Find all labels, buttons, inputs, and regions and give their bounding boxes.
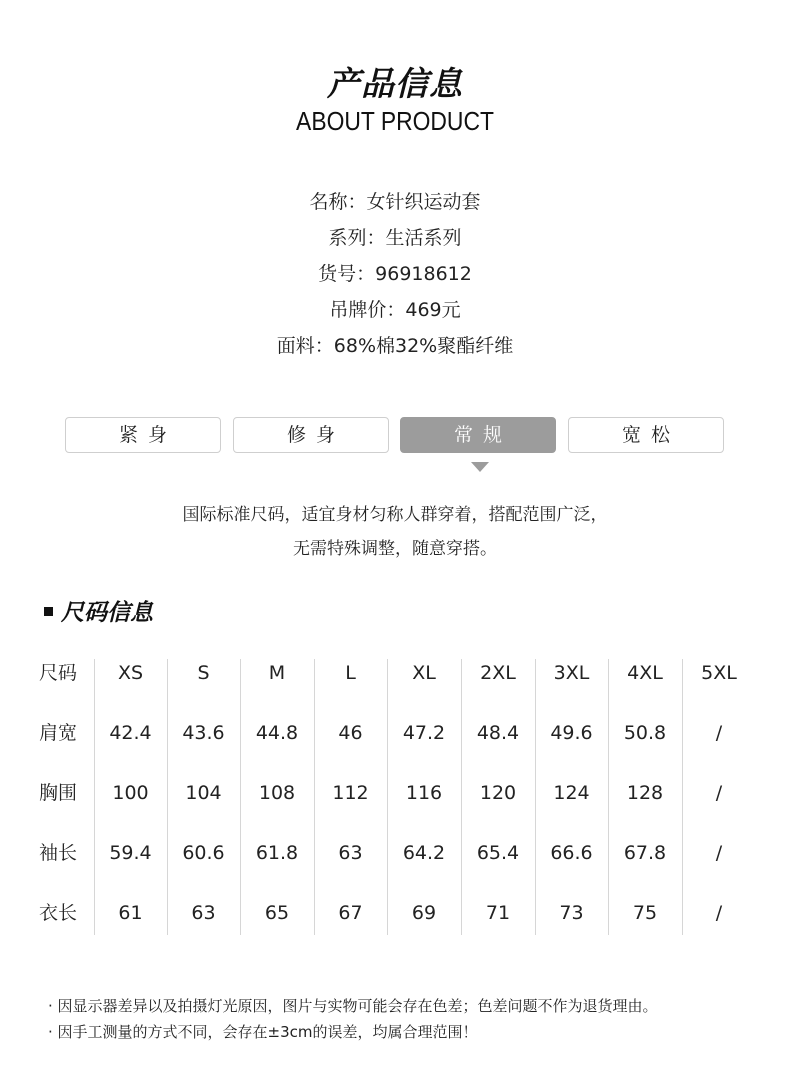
size-table	[22, 643, 782, 943]
size-section-heading	[44, 594, 153, 626]
table-cell: 128	[626, 782, 664, 804]
table-cell: 67.8	[623, 842, 667, 864]
table-header-cell: L	[345, 662, 356, 684]
table-cell: 71	[485, 902, 511, 924]
fit-description-line-2: 无需特殊调整，随意穿搭。	[293, 539, 497, 559]
note-line-1: · 因显示器差异以及拍摄灯光原因，图片与实物可能会存在色差；色差问题不作为退货理由。	[48, 997, 658, 1015]
table-cell: 61	[118, 902, 143, 924]
product-info-title-cn: 产品信息	[327, 64, 463, 103]
table-header-row	[22, 643, 782, 703]
table-cell: 胸围	[38, 782, 77, 804]
table-cell: /	[715, 782, 723, 804]
table-cell: /	[715, 842, 723, 864]
table-cell: 46	[338, 722, 363, 744]
fit-option-regular[interactable]: 常规	[400, 417, 556, 453]
fit-description-line-1: 国际标准尺码，适宜身材匀称人群穿着，搭配范围广泛，	[182, 505, 608, 525]
table-cell: 60.6	[182, 842, 225, 864]
table-cell: 61.8	[255, 842, 299, 864]
fit-description	[0, 500, 790, 568]
info-series: 系列：生活系列	[328, 227, 462, 249]
table-cell: 63	[191, 902, 216, 924]
table-cell: 衣长	[38, 902, 77, 924]
table-header-cell: S	[197, 662, 210, 684]
table-cell: 124	[553, 782, 590, 804]
fit-option-slim[interactable]: 修身	[233, 417, 389, 453]
fit-selected-arrow-icon	[471, 462, 489, 472]
fit-selector	[65, 417, 725, 453]
info-price: 吊牌价：469元	[329, 299, 461, 321]
product-info-list	[0, 186, 790, 366]
table-row	[22, 823, 782, 883]
table-cell: 120	[479, 782, 517, 804]
table-header-cell: 4XL	[627, 662, 663, 684]
table-cell: 43.6	[182, 722, 225, 744]
table-header-cell: XS	[117, 662, 144, 684]
table-cell: 69	[411, 902, 437, 924]
table-cell: 66.6	[550, 842, 593, 864]
product-info-title-en: ABOUT PRODUCT	[296, 106, 494, 136]
info-fabric: 面料：68%棉32%聚酯纤维	[276, 335, 514, 357]
table-cell: 73	[559, 902, 584, 924]
table-cell: 肩宽	[38, 722, 77, 744]
table-cell: 63	[338, 842, 363, 864]
table-cell: 49.6	[550, 722, 593, 744]
table-cell: 116	[405, 782, 443, 804]
disclaimer-notes	[48, 994, 788, 1046]
table-cell: 75	[632, 902, 658, 924]
table-header-cell: 5XL	[701, 662, 737, 684]
fit-option-loose[interactable]: 宽松	[568, 417, 724, 453]
table-cell: 65.4	[476, 842, 520, 864]
table-cell: 67	[338, 902, 363, 924]
table-cell: /	[715, 722, 723, 744]
table-cell: 104	[185, 782, 222, 804]
table-header-cell: M	[268, 662, 286, 684]
table-row	[22, 883, 782, 943]
table-cell: 108	[258, 782, 296, 804]
info-name: 名称：女针织运动套	[309, 191, 481, 213]
table-cell: 112	[332, 782, 369, 804]
table-cell: /	[715, 902, 723, 924]
note-line-2: · 因手工测量的方式不同，会存在±3cm的误差，均属合理范围！	[48, 1023, 478, 1041]
table-cell: 100	[112, 782, 149, 804]
table-cell: 44.8	[255, 722, 299, 744]
table-cell: 47.2	[402, 722, 446, 744]
heading-square-icon	[44, 607, 53, 616]
table-cell: 42.4	[109, 722, 152, 744]
table-cell: 64.2	[402, 842, 446, 864]
table-header-cell: XL	[412, 662, 436, 684]
size-heading-text: 尺码信息	[61, 599, 153, 626]
table-header-cell: 2XL	[480, 662, 516, 684]
fit-option-tight[interactable]: 紧身	[65, 417, 221, 453]
table-cell: 袖长	[38, 842, 77, 864]
table-cell: 65	[264, 902, 290, 924]
table-cell: 50.8	[623, 722, 667, 744]
table-row	[22, 703, 782, 763]
table-cell: 59.4	[109, 842, 152, 864]
table-row	[22, 763, 782, 823]
info-sku: 货号：96918612	[318, 263, 472, 285]
table-cell: 48.4	[476, 722, 520, 744]
table-header-cell: 尺码	[38, 662, 77, 684]
table-header-cell: 3XL	[553, 662, 590, 684]
